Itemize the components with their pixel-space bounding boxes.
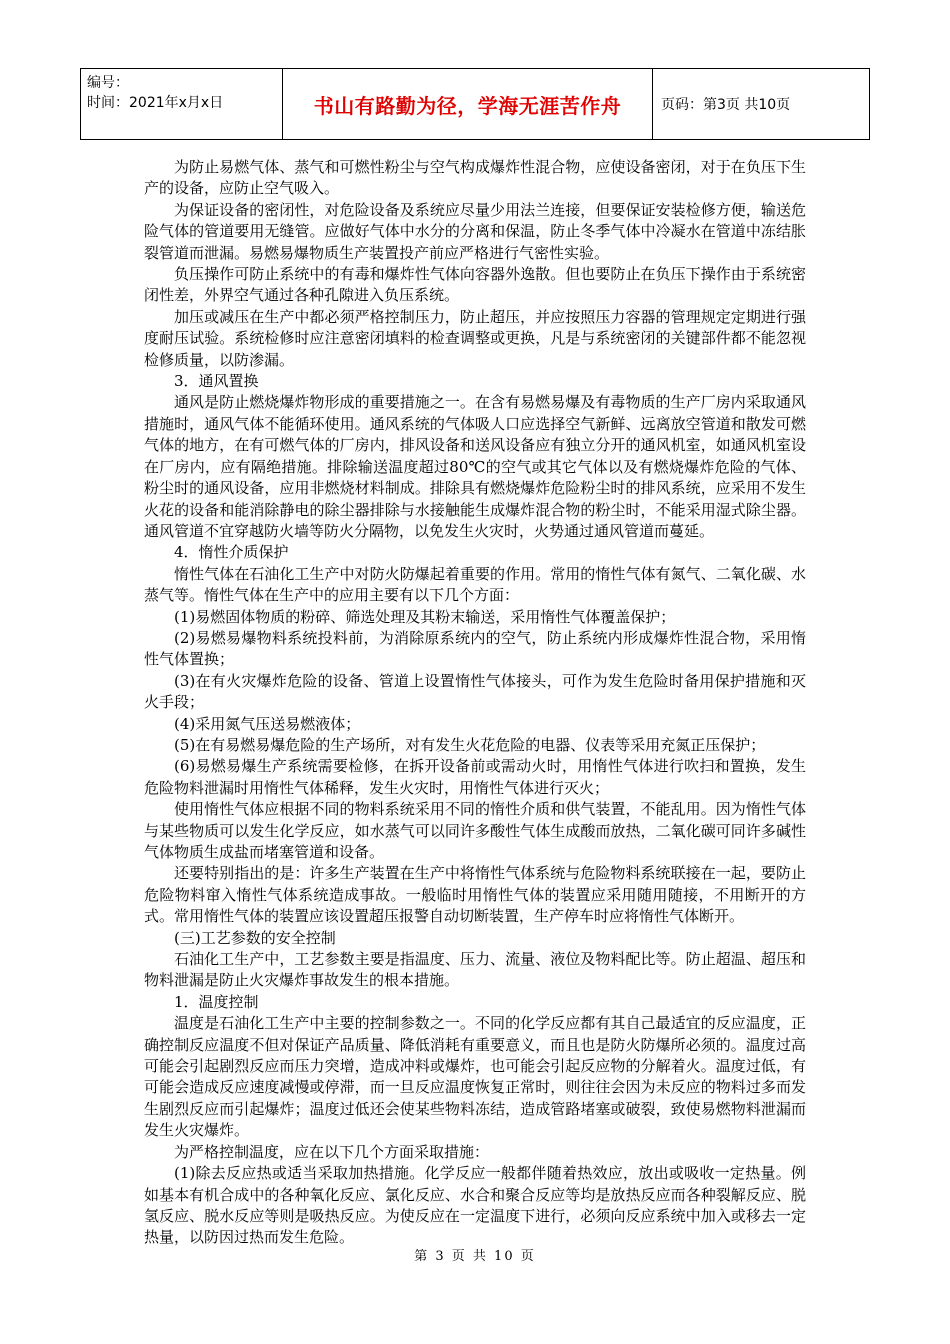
paragraph: 温度是石油化工生产中主要的控制参数之一。不同的化学反应都有其自己最适宜的反应温度，正确控制反应温度不但对保证产品质量、降低消耗有重要意义，而且也是防火防爆所必须的。温度过高可能会引起剧烈反应而压力突增，造成冲料或爆炸，也可能会引起反应物的分解着火。温度过低，有可能会造成反应速度减慢或停滞，而一旦反应温度恢复正常时，则往往会因为未反应的物料过多而发生剧烈反应而引起爆炸；温度过低还会使某些物料冻结，造成管路堵塞或破裂，致使易燃物料泄漏而发生火灾爆炸。: [144, 1014, 806, 1140]
paragraph: 石油化工生产中，工艺参数主要是指温度、压力、流量、液位及物料配比等。防止超温、超压和物料泄漏是防止火灾爆炸事故发生的根本措施。: [144, 950, 806, 990]
paragraph: 使用惰性气体应根据不同的物料系统采用不同的惰性介质和供气装置，不能乱用。因为惰性气体与某些物质可以发生化学反应，如水蒸气可以同许多酸性气体生成酸而放热，二氧化碳可同许多碱性气体物质生成盐而堵塞管道和设备。: [144, 800, 806, 861]
section-heading: 1．温度控制: [174, 992, 259, 1011]
section-heading: 4．惰性介质保护: [174, 543, 289, 562]
paragraph: 加压或减压在生产中都必须严格控制压力，防止超压，并应按照压力容器的管理规定定期进行强度耐压试验。系统检修时应注意密闭填料的检查调整或更换，凡是与系统密闭的关键部件都不能忽视检修质量，以防渗漏。: [144, 307, 806, 369]
list-item: (6)易燃易爆生产系统需要检修，在拆开设备前或需动火时，用惰性气体进行吹扫和置换，发生危险物料泄漏时用惰性气体稀释，发生火灾时，用惰性气体进行灭火；: [144, 757, 806, 797]
motto-text: 书山有路勤为径，学海无涯苦作舟: [313, 93, 622, 118]
section-heading: 3．通风置换: [174, 372, 259, 391]
paragraph: 惰性气体在石油化工生产中对防火防爆起着重要的作用。常用的惰性气体有氮气、二氧化碳、水蒸气等。惰性气体在生产中的应用主要有以下几个方面：: [144, 564, 806, 605]
time-label: 时间：2021年x月x日: [87, 95, 224, 111]
paragraph: 通风是防止燃烧爆炸物形成的重要措施之一。在含有易燃易爆及有毒物质的生产厂房内采取通风措施时，通风气体不能循环使用。通风系统的气体吸人口应选择空气新鲜、远离放空管道和散发可燃气体的地方，在有可燃气体的厂房内，排风设备和送风设备应有独立分开的通风机室，如通风机室设在厂房内，应有隔绝措施。排除输送温度超过80℃的空气或其它气体以及有燃烧爆炸危险的气体、粉尘时的通风设备，应用非燃烧材料制成。排除具有燃烧爆炸危险粉尘时的排风系统，应采用不发生火花的设备和能消除静电的除尘器排除与水接触能生成爆炸混合物的粉尘时，不能采用湿式除尘器。通风管道不宜穿越防火墙等防火分隔物，以免发生火灾时，火势通过通风管道而蔓延。: [144, 393, 806, 540]
list-item: (5)在有易燃易爆危险的生产场所，对有发生火花危险的电器、仪表等采用充氮正压保护；: [174, 735, 766, 754]
document-body: [144, 157, 806, 1249]
paragraph: 为保证设备的密闭性，对危险设备及系统应尽量少用法兰连接，但要保证安装检修方便，输送危险气体的管道要用无缝管。应做好气体中水分的分离和保温，防止冬季气体中冷凝水在管道中冻结胀裂管道而泄漏。易燃易爆物质生产装置投产前应严格进行气密性实验。: [144, 200, 806, 262]
paragraph: 负压操作可防止系统中的有毒和爆炸性气体向容器外逸散。但也要防止在负压下操作由于系统密闭性差，外界空气通过各种孔隙进入负压系统。: [144, 265, 806, 305]
header-meta: [81, 69, 283, 139]
document-header: [80, 68, 870, 140]
list-item: (1)易燃固体物质的粉碎、筛选处理及其粉末输送，采用惰性气体覆盖保护；: [174, 607, 676, 626]
header-page-info: [653, 69, 869, 139]
page-footer: [0, 1245, 950, 1264]
list-item: (2)易燃易爆物料系统投料前，为消除原系统内的空气，防止系统内形成爆炸性混合物，采用惰性气体置换；: [144, 628, 806, 669]
page-info-text: 页码：第3页 共10页: [661, 97, 791, 113]
number-label: 编号：: [87, 75, 129, 91]
header-motto: [283, 69, 653, 139]
footer-page-number: 第 3 页 共 10 页: [414, 1249, 536, 1264]
paragraph: (1)除去反应热或适当采取加热措施。化学反应一般都伴随着热效应，放出或吸收一定热量。例如基本有机合成中的各种氧化反应、氯化反应、水合和聚合反应等均是放热反应而各种裂解反应、脱氢反应、脱水反应等则是吸热反应。为使反应在一定温度下进行，必须向反应系统中加入或移去一定热量，以防因过热而发生危险。: [144, 1164, 806, 1247]
paragraph: 还要特别指出的是：许多生产装置在生产中将惰性气体系统与危险物料系统联接在一起，要防止危险物料窜入惰性气体系统造成事故。一般临时用惰性气体的装置应采用随用随接，不用断开的方式。常用惰性气体的装置应该设置超压报警自动切断装置，生产停车时应将惰性气体断开。: [144, 864, 806, 926]
list-item: (4)采用氮气压送易燃液体；: [174, 714, 361, 733]
list-item: (3)在有火灾爆炸危险的设备、管道上设置惰性气体接头，可作为发生危险时备用保护措施和灭火手段；: [144, 671, 806, 712]
section-heading: (三)工艺参数的安全控制: [174, 928, 336, 947]
paragraph: 为严格控制温度，应在以下几个方面采取措施：: [174, 1142, 490, 1161]
paragraph: 为防止易燃气体、蒸气和可燃性粉尘与空气构成爆炸性混合物，应使设备密闭，对于在负压下生产的设备，应防止空气吸入。: [144, 158, 806, 198]
